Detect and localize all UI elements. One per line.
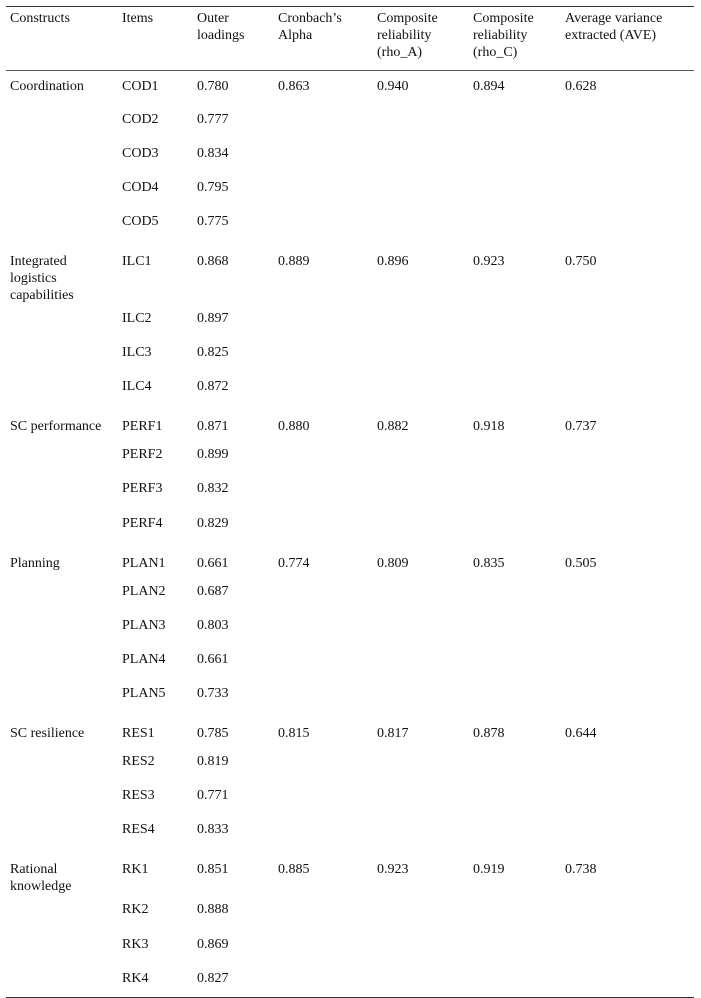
cronbachs-alpha-cell	[274, 440, 373, 474]
rho-c-cell	[469, 930, 561, 964]
rho-c-cell: 0.923	[473, 253, 505, 269]
outer-loading-cell: 0.829	[197, 515, 229, 531]
construct-cell: Coordination	[10, 79, 84, 94]
item-cell: RK2	[122, 902, 149, 918]
cronbachs-alpha-cell	[274, 930, 373, 964]
ave-cell: 0.750	[565, 253, 597, 269]
table-row	[6, 577, 694, 611]
item-cell: PLAN2	[122, 583, 166, 599]
cronbachs-alpha-cell: 0.774	[278, 555, 310, 571]
rho-c-cell	[469, 577, 561, 611]
outer-loading-cell: 0.661	[197, 651, 229, 667]
rho-c-cell	[469, 304, 561, 338]
outer-loading-cell: 0.827	[193, 964, 274, 998]
cronbachs-alpha-cell	[274, 509, 373, 543]
table-row	[6, 645, 694, 679]
rho-a-cell	[373, 304, 469, 338]
item-cell: RK4	[118, 964, 193, 998]
rho-c-cell	[469, 781, 561, 815]
table-row	[6, 781, 694, 815]
rho-a-cell	[373, 338, 469, 372]
ave-cell: 0.628	[565, 79, 597, 94]
construct-cell: Rational knowledge	[10, 862, 72, 895]
cronbachs-alpha-cell	[274, 747, 373, 781]
item-cell: ILC1	[122, 253, 152, 269]
cronbachs-alpha-cell	[274, 577, 373, 611]
rho-a-cell	[373, 645, 469, 679]
construct-cell	[6, 105, 118, 139]
cronbachs-alpha-cell	[274, 895, 373, 929]
header-constructs: Constructs	[6, 7, 118, 71]
item-cell: PLAN5	[122, 686, 166, 701]
rho-a-cell: 0.882	[377, 419, 409, 435]
rho-c-cell	[469, 338, 561, 372]
rho-a-cell: 0.940	[377, 79, 409, 94]
cronbachs-alpha-cell: 0.885	[278, 862, 310, 878]
rho-a-cell: 0.809	[377, 555, 409, 571]
table-row	[6, 105, 694, 139]
construct-cell	[6, 895, 118, 929]
construct-cell	[6, 815, 118, 849]
outer-loading-cell: 0.834	[197, 145, 229, 161]
cronbachs-alpha-cell: 0.889	[278, 253, 310, 269]
rho-a-cell	[373, 781, 469, 815]
construct-cell	[6, 304, 118, 338]
table-row	[6, 964, 694, 998]
table-row	[6, 372, 694, 406]
construct-cell	[6, 509, 118, 543]
item-cell: PLAN3	[122, 617, 166, 633]
rho-c-cell	[469, 895, 561, 929]
ave-cell	[561, 474, 694, 508]
reliability-validity-table	[6, 6, 694, 998]
item-cell: RK3	[122, 936, 149, 952]
rho-a-cell	[373, 679, 469, 713]
rho-c-cell: 0.918	[473, 419, 505, 435]
rho-c-cell	[469, 139, 561, 173]
item-cell: COD1	[122, 79, 159, 94]
outer-loading-cell: 0.771	[197, 788, 229, 804]
outer-loading-cell: 0.851	[197, 862, 229, 878]
rho-c-cell	[469, 747, 561, 781]
construct-cell	[6, 679, 118, 713]
item-cell: PERF3	[122, 481, 163, 497]
table-row	[6, 895, 694, 929]
rho-c-cell	[469, 645, 561, 679]
rho-a-cell	[373, 105, 469, 139]
item-cell: RES2	[122, 754, 155, 770]
cronbachs-alpha-cell	[274, 304, 373, 338]
cronbachs-alpha-cell: 0.863	[278, 79, 310, 94]
header-outer-loadings: Outer loadings	[193, 7, 274, 71]
table-row	[6, 543, 694, 577]
table-row	[6, 304, 694, 338]
cronbachs-alpha-cell	[274, 372, 373, 406]
table-row	[6, 474, 694, 508]
outer-loading-cell: 0.869	[197, 936, 229, 952]
cronbachs-alpha-cell	[274, 781, 373, 815]
rho-a-cell	[373, 611, 469, 645]
item-cell: PLAN1	[122, 555, 166, 571]
outer-loading-cell: 0.661	[197, 555, 229, 571]
ave-cell	[561, 372, 694, 406]
header-composite-reliability-rho-c: Composite reliability (rho_C)	[469, 7, 561, 71]
rho-c-cell: 0.835	[473, 555, 505, 571]
construct-cell: Integrated logistics capabilities	[10, 253, 74, 303]
table-row	[6, 406, 694, 440]
item-cell: COD5	[122, 213, 159, 229]
construct-cell	[6, 440, 118, 474]
table-row	[6, 241, 694, 304]
header-composite-reliability-rho-a: Composite reliability (rho_A)	[373, 7, 469, 71]
rho-a-cell: 0.896	[377, 253, 409, 269]
outer-loading-cell: 0.780	[197, 79, 229, 94]
construct-cell: SC performance	[10, 419, 102, 435]
rho-a-cell	[373, 173, 469, 207]
item-cell: ILC4	[122, 379, 152, 395]
ave-cell	[561, 679, 694, 713]
item-cell: COD2	[122, 111, 159, 127]
rho-a-cell	[373, 372, 469, 406]
rho-c-cell	[469, 964, 561, 998]
item-cell: RES3	[122, 788, 155, 804]
construct-cell	[6, 747, 118, 781]
table-row	[6, 930, 694, 964]
rho-a-cell	[373, 440, 469, 474]
cronbachs-alpha-cell	[274, 105, 373, 139]
outer-loading-cell: 0.868	[197, 253, 229, 269]
rho-c-cell: 0.919	[473, 862, 505, 878]
item-cell: PLAN4	[122, 651, 166, 667]
header-cronbachs-alpha: Cronbach’s Alpha	[274, 7, 373, 71]
rho-c-cell	[469, 679, 561, 713]
outer-loading-cell: 0.832	[197, 481, 229, 497]
ave-cell	[561, 304, 694, 338]
construct-cell	[6, 964, 118, 998]
table-row	[6, 815, 694, 849]
table-row	[6, 713, 694, 747]
cronbachs-alpha-cell	[274, 338, 373, 372]
outer-loading-cell: 0.803	[197, 617, 229, 633]
item-cell: PERF1	[122, 419, 163, 435]
table-body	[6, 71, 694, 998]
ave-cell	[561, 577, 694, 611]
table-row	[6, 207, 694, 241]
cronbachs-alpha-cell	[274, 474, 373, 508]
outer-loading-cell: 0.785	[197, 726, 229, 742]
outer-loading-cell: 0.687	[197, 583, 229, 599]
cronbachs-alpha-cell	[274, 139, 373, 173]
construct-cell	[6, 139, 118, 173]
table-row	[6, 679, 694, 713]
header-items: Items	[118, 7, 193, 71]
construct-cell	[6, 474, 118, 508]
table-row	[6, 509, 694, 543]
ave-cell: 0.737	[565, 419, 597, 435]
ave-cell	[561, 509, 694, 543]
construct-cell: Planning	[10, 555, 60, 571]
ave-cell	[561, 964, 694, 998]
table-row	[6, 139, 694, 173]
ave-cell	[561, 895, 694, 929]
rho-a-cell	[373, 815, 469, 849]
table-row	[6, 849, 694, 895]
rho-c-cell	[469, 372, 561, 406]
rho-a-cell	[373, 747, 469, 781]
rho-c-cell	[469, 105, 561, 139]
header-ave: Average variance extracted (AVE)	[561, 7, 694, 71]
outer-loading-cell: 0.833	[197, 822, 229, 838]
rho-c-cell	[469, 173, 561, 207]
construct-cell: SC resilience	[10, 726, 85, 742]
cronbachs-alpha-cell	[274, 964, 373, 998]
rho-c-cell	[469, 207, 561, 241]
cronbachs-alpha-cell	[274, 611, 373, 645]
rho-a-cell	[373, 895, 469, 929]
outer-loading-cell: 0.777	[197, 111, 229, 127]
construct-cell	[6, 338, 118, 372]
ave-cell	[561, 611, 694, 645]
ave-cell	[561, 139, 694, 173]
outer-loading-cell: 0.871	[197, 419, 229, 435]
table-row	[6, 338, 694, 372]
construct-cell	[6, 207, 118, 241]
table-row	[6, 747, 694, 781]
item-cell: ILC2	[122, 310, 152, 326]
table-row	[6, 71, 694, 105]
rho-a-cell	[373, 207, 469, 241]
rho-a-cell	[373, 509, 469, 543]
ave-cell: 0.644	[565, 726, 597, 742]
rho-a-cell	[373, 474, 469, 508]
outer-loading-cell: 0.795	[197, 179, 229, 195]
construct-cell	[6, 577, 118, 611]
cronbachs-alpha-cell: 0.815	[278, 726, 310, 742]
rho-c-cell	[469, 440, 561, 474]
table-row	[6, 611, 694, 645]
ave-cell	[561, 440, 694, 474]
ave-cell: 0.505	[565, 555, 597, 571]
rho-c-cell	[469, 509, 561, 543]
construct-cell	[6, 611, 118, 645]
ave-cell: 0.738	[565, 862, 597, 878]
rho-a-cell	[373, 139, 469, 173]
construct-cell	[6, 930, 118, 964]
construct-cell	[6, 372, 118, 406]
item-cell: ILC3	[122, 345, 152, 361]
header-row	[6, 7, 694, 71]
cronbachs-alpha-cell	[274, 679, 373, 713]
cronbachs-alpha-cell	[274, 173, 373, 207]
rho-a-cell	[373, 964, 469, 998]
ave-cell	[561, 781, 694, 815]
outer-loading-cell: 0.825	[197, 345, 229, 361]
outer-loading-cell: 0.819	[197, 754, 229, 770]
cronbachs-alpha-cell	[274, 207, 373, 241]
ave-cell	[561, 645, 694, 679]
outer-loading-cell: 0.888	[197, 902, 229, 918]
ave-cell	[561, 105, 694, 139]
item-cell: RES1	[122, 726, 155, 742]
cronbachs-alpha-cell: 0.880	[278, 419, 310, 435]
item-cell: COD3	[122, 145, 159, 161]
outer-loading-cell: 0.775	[197, 213, 229, 229]
outer-loading-cell: 0.872	[197, 379, 229, 395]
rho-c-cell	[469, 815, 561, 849]
rho-a-cell: 0.817	[377, 726, 409, 742]
rho-a-cell: 0.923	[377, 862, 409, 878]
rho-a-cell	[373, 577, 469, 611]
outer-loading-cell: 0.733	[197, 686, 229, 701]
rho-c-cell: 0.878	[473, 726, 505, 742]
item-cell: RES4	[122, 822, 155, 838]
item-cell: RK1	[122, 862, 149, 878]
rho-a-cell	[373, 930, 469, 964]
outer-loading-cell: 0.899	[197, 447, 229, 463]
ave-cell	[561, 207, 694, 241]
rho-c-cell: 0.894	[473, 79, 505, 94]
item-cell: COD4	[122, 179, 159, 195]
ave-cell	[561, 338, 694, 372]
cronbachs-alpha-cell	[274, 645, 373, 679]
cronbachs-alpha-cell	[274, 815, 373, 849]
ave-cell	[561, 173, 694, 207]
ave-cell	[561, 747, 694, 781]
rho-c-cell	[469, 611, 561, 645]
table-row	[6, 440, 694, 474]
outer-loading-cell: 0.897	[197, 310, 229, 326]
construct-cell	[6, 173, 118, 207]
ave-cell	[561, 815, 694, 849]
item-cell: PERF4	[122, 515, 163, 531]
ave-cell	[561, 930, 694, 964]
table-row	[6, 173, 694, 207]
construct-cell	[6, 645, 118, 679]
rho-c-cell	[469, 474, 561, 508]
construct-cell	[6, 781, 118, 815]
item-cell: PERF2	[122, 447, 163, 463]
